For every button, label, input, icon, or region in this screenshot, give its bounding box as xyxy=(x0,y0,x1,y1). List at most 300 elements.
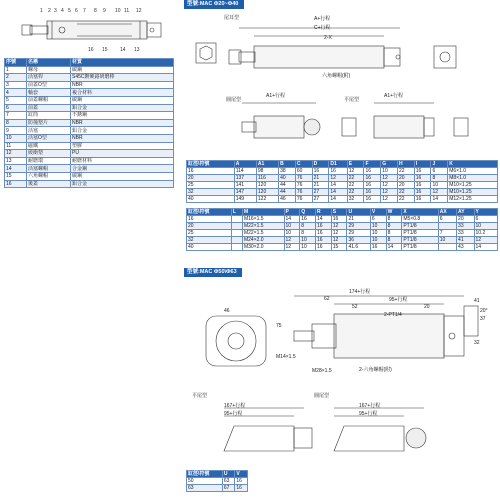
small-table-row-cell: 16 xyxy=(235,478,248,485)
dim-table-2-row-cell: 16 xyxy=(315,244,331,251)
dim-table-1 xyxy=(186,160,498,203)
label-stroke-a: A+行程 xyxy=(314,16,331,22)
label-d41: 41 xyxy=(474,298,480,304)
dim-table-1-row-cell: 8 xyxy=(431,175,448,182)
dim-table-2-row-cell: 12 xyxy=(284,237,300,244)
label-stroke-c: C+行程 xyxy=(314,25,331,31)
dim-table-2-row xyxy=(187,223,498,230)
parts-row-cell: 螺母 xyxy=(27,66,71,74)
mid-drawing-panel xyxy=(184,268,498,458)
label-stroke-174: 174+行程 xyxy=(349,289,371,295)
dim-table-2-row-cell: 10 xyxy=(300,244,316,251)
parts-row-cell: 2 xyxy=(5,74,27,82)
parts-row xyxy=(5,119,174,127)
parts-row xyxy=(5,180,174,188)
parts-row-cell: 複合材料 xyxy=(71,89,174,97)
dim-table-1-row-cell: 76 xyxy=(295,189,312,196)
label-round: 圓尾型 xyxy=(226,97,242,103)
dim-table-1-header-cell: G xyxy=(381,161,398,168)
dim-table-2-row-cell: 15 xyxy=(331,244,347,251)
label-stroke-a1: A1+行程 xyxy=(266,93,286,99)
parts-row-cell: 6 xyxy=(5,104,27,112)
parts-row-cell: 11 xyxy=(5,142,27,150)
dim-table-2-row-cell: 14 xyxy=(315,216,331,223)
label-d52: 52 xyxy=(352,304,358,310)
assembly-svg xyxy=(2,2,180,56)
dim-table-2-row-cell: M5×0.8 xyxy=(402,216,438,223)
dim-table-1-row-cell: 120 xyxy=(256,182,278,189)
dim-table-2-row-cell: 21 xyxy=(347,216,370,223)
dim-table-2-row-cell: 12 xyxy=(331,230,347,237)
svg-text:10: 10 xyxy=(115,8,121,14)
small-table xyxy=(186,470,248,492)
parts-row-cell: 防撞墊片 xyxy=(27,119,71,127)
dim-table-1-row-cell: 44 xyxy=(279,189,296,196)
parts-row xyxy=(5,134,174,142)
dim-table-1-row-cell: 14 xyxy=(329,182,347,189)
small-table-header-cell: 缸徑\符號 xyxy=(187,471,223,478)
dim-table-1-row-cell: 120 xyxy=(256,189,278,196)
dim-table-1-row-cell: 12 xyxy=(381,196,398,203)
parts-row-cell: 碳鋼 xyxy=(71,66,174,74)
dim-table-1-row-cell: 20 xyxy=(397,175,414,182)
parts-row-cell: 15 xyxy=(5,172,27,180)
dim-table-2-row-cell: 16 xyxy=(315,237,331,244)
parts-row-cell: 前蓋O型 xyxy=(27,81,71,89)
dim-table-1-row-cell: 16 xyxy=(414,182,431,189)
label-stroke-95b: 95+行程 xyxy=(224,411,243,417)
dim-table-2-row-cell: 10 xyxy=(438,237,456,244)
dim-table-1-row-cell: 22 xyxy=(397,168,414,175)
dim-table-2 xyxy=(186,208,498,251)
parts-row-cell: 5 xyxy=(5,96,27,104)
dim-table-2-header-cell: M xyxy=(242,209,284,216)
dim-table-1-row-cell: 27 xyxy=(312,196,329,203)
dim-table-1-header-cell: J xyxy=(431,161,448,168)
dim-table-1-header-cell: E xyxy=(347,161,364,168)
dim-table-1-row-cell: 21 xyxy=(312,175,329,182)
dim-table-1-row-cell: M12×1.25 xyxy=(448,196,498,203)
dim-table-1-header-cell: 缸徑\符號 xyxy=(187,161,235,168)
dim-table-1-row-cell: 76 xyxy=(295,196,312,203)
dim-table-2-row-cell: 6 xyxy=(474,216,498,223)
parts-row-cell: 活塞桿 xyxy=(27,74,71,82)
svg-text:7: 7 xyxy=(83,8,86,14)
parts-row xyxy=(5,81,174,89)
parts-header-material: 材質 xyxy=(71,59,174,67)
dim-table-1-row-cell: 16 xyxy=(414,196,431,203)
dim-table-1-row-cell: M10×1.25 xyxy=(448,189,498,196)
dim-table-2-row-cell: M24×2.0 xyxy=(242,237,284,244)
top-model-title: 型號:MAC Φ20~Φ40 xyxy=(184,0,244,9)
parts-row-cell: 3 xyxy=(5,81,27,89)
dim-table-1-row-cell: 10 xyxy=(431,182,448,189)
dim-table-2-row-cell: 14 xyxy=(386,244,402,251)
dim-table-2-row-cell: 16 xyxy=(315,223,331,230)
dim-table-2-row-cell xyxy=(231,216,242,223)
dim-table-2-row-cell: 10 xyxy=(300,237,316,244)
parts-row-cell: 13 xyxy=(5,157,27,165)
dim-table-1-row-cell: 12 xyxy=(431,189,448,196)
dim-table-2-row-cell: PT1/8 xyxy=(402,237,438,244)
dim-table-1-row-cell: 137 xyxy=(234,175,256,182)
parts-row xyxy=(5,104,174,112)
dim-table-2-header-cell: Q xyxy=(300,209,316,216)
parts-row-cell: 14 xyxy=(5,165,27,173)
dim-table-1-wrapper xyxy=(186,160,498,203)
label-d46: 46 xyxy=(224,308,230,314)
svg-text:11: 11 xyxy=(124,8,130,14)
dim-table-1-header-cell: K xyxy=(448,161,498,168)
dim-table-1-row-cell: 12 xyxy=(381,182,398,189)
top-drawing-panel xyxy=(184,0,498,158)
parts-row-cell: 7 xyxy=(5,112,27,120)
dim-table-2-row-cell: M30×2.0 xyxy=(242,244,284,251)
dim-table-1-row-cell: 16 xyxy=(414,168,431,175)
parts-row-cell: NBR xyxy=(71,134,174,142)
parts-row-cell: 前蓋 xyxy=(27,104,71,112)
dim-table-1-row-cell: 16 xyxy=(414,189,431,196)
dim-table-2-header-cell: Y xyxy=(474,209,498,216)
parts-row-cell: 16 xyxy=(5,180,27,188)
dim-table-2-row xyxy=(187,244,498,251)
dim-table-2-row-cell: 10 xyxy=(370,237,386,244)
label-d20b: 20° xyxy=(480,308,488,314)
dim-table-2-header-cell: P xyxy=(284,209,300,216)
dim-table-2-row-cell: 43 xyxy=(457,244,474,251)
dim-table-1-row xyxy=(187,182,498,189)
label-stroke-a1b: A1+行程 xyxy=(384,93,404,99)
parts-row xyxy=(5,172,174,180)
dim-table-1-header-cell: D xyxy=(312,161,329,168)
dim-table-2-row-cell: 14 xyxy=(284,216,300,223)
parts-row-cell: 碳鋼 xyxy=(71,172,174,180)
dim-table-1-row-cell: 76 xyxy=(295,175,312,182)
dim-table-2-row-cell: 10 xyxy=(284,230,300,237)
dim-table-1-row-cell: 22 xyxy=(347,182,364,189)
dim-table-1-row-cell: 27 xyxy=(312,189,329,196)
dim-table-1-header xyxy=(187,161,498,168)
dim-table-2-row-cell: 29 xyxy=(347,223,370,230)
small-table-row-cell: 50 xyxy=(187,478,223,485)
dim-table-1-row-cell: 114 xyxy=(234,168,256,175)
svg-text:15: 15 xyxy=(102,47,108,53)
dim-table-1-header-cell: I xyxy=(414,161,431,168)
parts-table-wrapper xyxy=(4,58,174,188)
dim-table-2-row-cell: 12 xyxy=(474,237,498,244)
dim-table-1-row-cell: 16 xyxy=(364,196,381,203)
dim-table-2-header-cell: R xyxy=(315,209,331,216)
parts-row-cell: NBR xyxy=(71,119,174,127)
parts-row-cell: 活塞O型 xyxy=(27,134,71,142)
dim-table-1-row-cell: 32 xyxy=(187,189,235,196)
dim-table-2-row-cell: 16 xyxy=(331,216,347,223)
dim-table-2-row-cell: 33 xyxy=(457,223,474,230)
dim-table-2-header-cell: L xyxy=(231,209,242,216)
dim-table-1-row-cell: 20 xyxy=(187,175,235,182)
dim-table-1-row-cell: 14 xyxy=(329,196,347,203)
dim-table-2-header-cell: W xyxy=(386,209,402,216)
dim-table-2-header-cell: U xyxy=(347,209,370,216)
dim-table-1-header-cell: D1 xyxy=(329,161,347,168)
dim-table-2-row-cell: 7 xyxy=(438,230,456,237)
dim-table-1-row-cell: 60 xyxy=(295,168,312,175)
dim-table-1-row-cell: 16 xyxy=(414,175,431,182)
dim-table-2-header-cell: AX xyxy=(438,209,456,216)
dim-table-2-row-cell: 10 xyxy=(284,223,300,230)
dim-table-2-row-cell: 41.6 xyxy=(347,244,370,251)
dim-table-2-row-cell: 14 xyxy=(474,244,498,251)
dim-table-1-row-cell: 12 xyxy=(347,168,364,175)
dim-table-1-header-cell: F xyxy=(364,161,381,168)
small-table-row xyxy=(187,478,248,485)
label-rear-ear: 尾耳型 xyxy=(224,15,240,21)
dim-table-2-row-cell: 16 xyxy=(370,244,386,251)
dim-table-1-row-cell: 116 xyxy=(256,175,278,182)
dim-table-1-row-cell: 98 xyxy=(256,168,278,175)
dim-table-2-row-cell: 10 xyxy=(370,223,386,230)
dim-table-1-header-cell: A1 xyxy=(256,161,278,168)
svg-text:9: 9 xyxy=(103,8,106,14)
dim-table-1-header-cell: C xyxy=(295,161,312,168)
dim-table-1-body xyxy=(187,168,498,203)
label-nut-note: 六角螺帽(附) xyxy=(322,73,351,79)
label-d20: 20 xyxy=(424,304,430,310)
label-flat2: 平尾型 xyxy=(192,393,208,399)
parts-row-cell: 耐磨環 xyxy=(27,157,71,165)
label-d62: 62 xyxy=(324,296,330,302)
label-d37: 37 xyxy=(480,316,486,322)
label-stroke-95c: 95+行程 xyxy=(359,411,378,417)
dim-table-1-row-cell: 14 xyxy=(329,189,347,196)
dim-table-1-row-cell: 16 xyxy=(329,168,347,175)
parts-header-no: 序號 xyxy=(5,59,27,67)
dim-table-2-header-cell: S xyxy=(331,209,347,216)
svg-text:6: 6 xyxy=(75,8,78,14)
dim-table-1-header-cell: A xyxy=(234,161,256,168)
dim-table-1-row-cell: 16 xyxy=(364,168,381,175)
dim-table-2-row xyxy=(187,237,498,244)
parts-row-cell: 活塞 xyxy=(27,127,71,135)
dim-table-1-row-cell: M10×1.25 xyxy=(448,182,498,189)
small-table-header-cell: U xyxy=(222,471,235,478)
dim-table-1-row-cell: 12 xyxy=(381,175,398,182)
label-stroke-167: 167+行程 xyxy=(224,403,246,409)
parts-table xyxy=(4,58,174,188)
dim-table-1-row-cell: 141 xyxy=(234,182,256,189)
label-pt: 2-PT1/4 xyxy=(384,312,402,318)
small-table-row-cell: 16 xyxy=(235,485,248,492)
parts-row xyxy=(5,112,174,120)
parts-row-cell: 缸筒 xyxy=(27,112,71,120)
dim-table-1-row-cell: 21 xyxy=(312,182,329,189)
dim-table-2-row-cell: M22×1.5 xyxy=(242,223,284,230)
label-d32: 32 xyxy=(474,340,480,346)
dim-table-1-row-cell: 12 xyxy=(329,175,347,182)
dim-table-1-row-cell: 16 xyxy=(364,175,381,182)
dim-table-2-row-cell xyxy=(438,244,456,251)
dim-table-2-row-cell: 10 xyxy=(474,223,498,230)
label-stroke-95: 95+行程 xyxy=(389,297,408,303)
svg-text:13: 13 xyxy=(134,47,140,53)
dim-table-1-row xyxy=(187,196,498,203)
dim-table-2-row-cell: M22×1.5 xyxy=(242,230,284,237)
dim-table-2-row-cell xyxy=(438,223,456,230)
dim-table-2-header-cell: AY xyxy=(457,209,474,216)
small-table-wrapper xyxy=(186,470,248,492)
dim-table-1-row xyxy=(187,175,498,182)
dim-table-2-row-cell: 12 xyxy=(331,223,347,230)
dim-table-1-row-cell: 40 xyxy=(279,175,296,182)
dim-table-1-row-cell: 149 xyxy=(234,196,256,203)
dim-table-2-wrapper xyxy=(186,208,498,251)
dim-table-2-row-cell: 6 xyxy=(370,216,386,223)
dim-table-2-row-cell: 10 xyxy=(370,230,386,237)
dim-table-1-row-cell: 44 xyxy=(279,182,296,189)
small-table-row xyxy=(187,485,248,492)
dim-table-2-row-cell: 16 xyxy=(300,216,316,223)
svg-text:14: 14 xyxy=(120,47,126,53)
label-m14: M14×1.5 xyxy=(276,354,296,360)
parts-table-body xyxy=(5,66,174,188)
parts-header-name: 名稱 xyxy=(27,59,71,67)
dim-table-1-row-cell: 122 xyxy=(256,196,278,203)
parts-row-cell: 4 xyxy=(5,89,27,97)
label-stroke-167b: 167+行程 xyxy=(359,403,381,409)
dim-table-2-row-cell: 40 xyxy=(187,244,232,251)
dim-table-1-row-cell: 16 xyxy=(364,182,381,189)
dim-table-1-row-cell: 16 xyxy=(312,168,329,175)
parts-row xyxy=(5,127,174,135)
parts-row xyxy=(5,157,174,165)
dim-table-2-row-cell: 16 xyxy=(187,216,232,223)
dim-table-1-row-cell: 10 xyxy=(381,168,398,175)
label-d75: 75 xyxy=(276,323,282,329)
mid-drawings-svg xyxy=(184,276,498,456)
svg-text:1: 1 xyxy=(40,8,43,14)
dim-table-1-header-cell: B xyxy=(279,161,296,168)
dim-table-2-header-cell: 缸徑\符號 xyxy=(187,209,232,216)
parts-row-cell: 鋁合金 xyxy=(71,104,174,112)
dim-table-2-row-cell: 8 xyxy=(386,216,402,223)
parts-row-cell: 碳鋼 xyxy=(71,96,174,104)
dim-table-2-row-cell: 6 xyxy=(438,216,456,223)
dim-table-2-row-cell: 16 xyxy=(315,230,331,237)
dim-table-2-header-cell: X xyxy=(402,209,438,216)
svg-text:8: 8 xyxy=(94,8,97,14)
dim-table-2-row-cell xyxy=(231,230,242,237)
parts-row-cell: 10 xyxy=(5,134,27,142)
small-table-row-cell: 63 xyxy=(222,478,235,485)
dim-table-2-header-cell: V xyxy=(370,209,386,216)
label-flat: 平尾型 xyxy=(344,97,360,103)
parts-row-cell: 緩衝墊 xyxy=(27,150,71,158)
small-table-body xyxy=(187,478,248,492)
parts-row xyxy=(5,96,174,104)
top-drawings-svg xyxy=(184,8,498,158)
dim-table-2-row-cell xyxy=(231,237,242,244)
dim-table-2-row-cell: 25 xyxy=(187,230,232,237)
dim-table-2-row-cell xyxy=(231,223,242,230)
parts-row-cell: 合金鋼 xyxy=(71,165,174,173)
svg-text:12: 12 xyxy=(136,8,142,14)
dim-table-2-row-cell: PT1/8 xyxy=(402,230,438,237)
parts-row xyxy=(5,142,174,150)
dim-table-2-row-cell: 8 xyxy=(386,230,402,237)
small-table-row-cell: 67 xyxy=(222,485,235,492)
parts-row-cell: 六角螺帽 xyxy=(27,172,71,180)
parts-row-cell: 8 xyxy=(5,119,27,127)
dim-table-2-row-cell: 32 xyxy=(187,237,232,244)
dim-table-1-row-cell: 22 xyxy=(347,175,364,182)
dim-table-1-row-cell: 22 xyxy=(347,189,364,196)
dim-table-1-row-cell: 76 xyxy=(295,182,312,189)
dim-table-1-row-cell: 14 xyxy=(431,196,448,203)
dim-table-2-row-cell: 36 xyxy=(347,237,370,244)
dim-table-2-row xyxy=(187,216,498,223)
parts-row xyxy=(5,150,174,158)
dim-table-2-row-cell: 8 xyxy=(300,230,316,237)
dim-table-1-row-cell: M8×1.0 xyxy=(448,175,498,182)
parts-row-cell: NBR xyxy=(71,81,174,89)
parts-row-cell: 磁鐵 xyxy=(27,142,71,150)
dim-table-2-row-cell: 33 xyxy=(457,230,474,237)
assembly-drawing xyxy=(2,2,180,56)
dim-table-2-row-cell: 8 xyxy=(300,223,316,230)
dim-table-1-row-cell: 22 xyxy=(397,196,414,203)
parts-row xyxy=(5,66,174,74)
dim-table-1-row xyxy=(187,189,498,196)
dim-table-1-row-cell: 22 xyxy=(397,189,414,196)
dim-table-2-row-cell: 20 xyxy=(187,223,232,230)
parts-row-cell: PU xyxy=(71,150,174,158)
label-2x: 2-X xyxy=(324,35,332,41)
parts-row xyxy=(5,74,174,82)
parts-row-cell: 活塞螺帽 xyxy=(27,165,71,173)
parts-row-cell: 9 xyxy=(5,127,27,135)
dim-table-1-header-cell: H xyxy=(397,161,414,168)
label-m28: M28×1.5 xyxy=(312,368,332,374)
parts-row-cell: S45C鍍硬鉻研磨棒 xyxy=(71,74,174,82)
mid-model-title: 型號:MAC Φ50\Φ63 xyxy=(184,268,242,277)
svg-text:5: 5 xyxy=(68,8,71,14)
dim-table-2-row-cell: M16×1.5 xyxy=(242,216,284,223)
parts-row-cell: 鋁合金 xyxy=(71,127,174,135)
dim-table-1-row-cell: 40 xyxy=(187,196,235,203)
dim-table-2-body xyxy=(187,216,498,251)
dim-table-2-row-cell: 8 xyxy=(386,223,402,230)
dim-table-1-row-cell: 38 xyxy=(279,168,296,175)
label-round2: 圓尾型 xyxy=(314,393,330,399)
parts-row-cell: 軸套 xyxy=(27,89,71,97)
dim-table-2-row-cell: 41 xyxy=(457,237,474,244)
svg-text:2: 2 xyxy=(48,8,51,14)
dim-table-1-row-cell: 6 xyxy=(431,168,448,175)
parts-row-cell: 不銹鋼 xyxy=(71,112,174,120)
dim-table-2-row-cell: 10.2 xyxy=(474,230,498,237)
dim-table-2-row-cell: 20 xyxy=(457,216,474,223)
dim-table-1-row-cell: 16 xyxy=(364,189,381,196)
svg-text:3: 3 xyxy=(54,8,57,14)
small-table-row-cell: 63 xyxy=(187,485,223,492)
parts-row xyxy=(5,165,174,173)
dim-table-1-row xyxy=(187,168,498,175)
parts-row-cell: 塑膠 xyxy=(71,142,174,150)
dim-table-1-row-cell: 20 xyxy=(397,182,414,189)
svg-text:4: 4 xyxy=(61,8,64,14)
dim-table-2-row-cell: 8 xyxy=(386,237,402,244)
dim-table-1-row-cell: 12 xyxy=(381,189,398,196)
